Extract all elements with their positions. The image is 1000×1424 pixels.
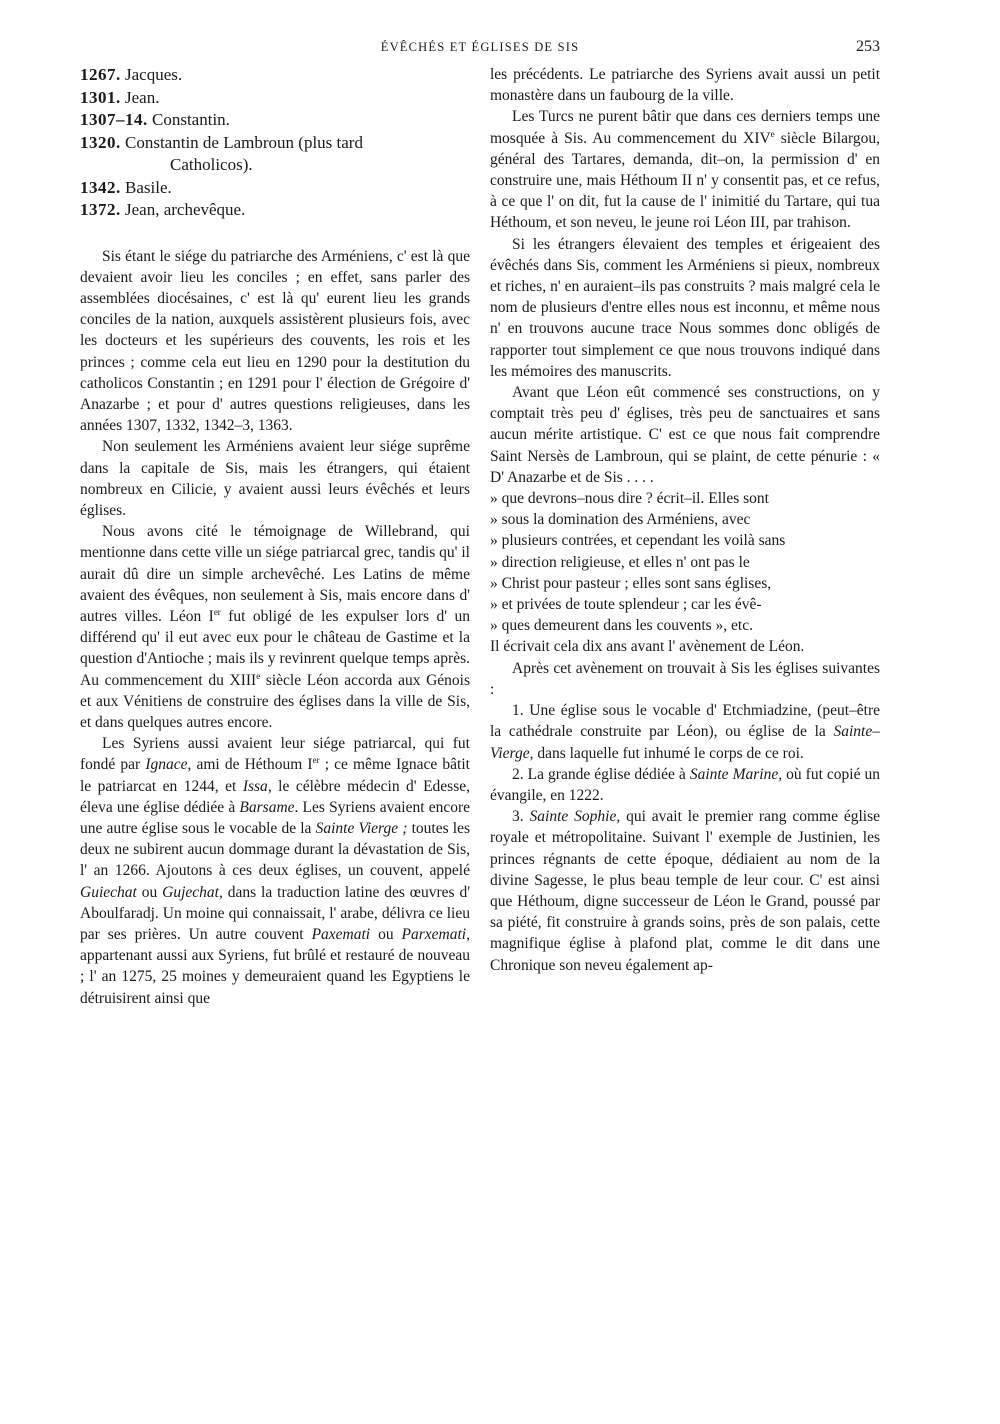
list-item: 1372. Jean, archevêque. xyxy=(80,200,246,219)
paragraph: les précédents. Le patriarche des Syriens avait aussi un petit monastère dans un faubourg de la ville. xyxy=(490,66,880,105)
quote-line: » direction religieuse, et elles n' ont pas le xyxy=(490,553,750,571)
paragraph: Non seulement les Arméniens avaient leur siége suprême dans la capitale de Sis, mais les étrangers, qui étaient nombreux en Cilicie, y avaient aussi leurs évêchés et leurs églises. xyxy=(80,438,470,519)
paragraph: Nous avons cité le témoignage de Willebrand, qui mentionne dans cette ville un siége patriarcal grec, tandis qu' il aurait dû dire un simple archevêché. Les Latins de même avaient des évêques, non seulement à Sis, mais encore dans d' autres villes. Léon Ier fut obligé de les expulser lors d' un différend qu' il eut avec eux pour le château de Gastime et la question d'Antioche ; mais ils y revinrent quelque temps après. Au commencement du XIIIe siècle Léon accorda aux Génois et aux Vénitiens de construire des églises dans la ville de Sis, et dans quelques autres encore. xyxy=(80,523,471,731)
right-column xyxy=(490,64,880,976)
list-item: 1267. Jacques. xyxy=(80,65,183,84)
paragraph: Les Syriens aussi avaient leur siége patriarcal, qui fut fondé par Ignace, ami de Héthoum Ier ; ce même Ignace bâtit le patriarcat en 1244, et Issa, le célèbre médecin d' Edesse, éleva une église dédiée à Barsame. Les Syriens avaient encore une autre église sous le vocable de la Sainte Vierge ; toutes les deux ne subirent aucun dommage durant la dévastation de Sis, l' an 1266. Ajoutons à ces deux églises, un couvent, appelé Guiechat ou Gujechat, dans la traduction latine des œuvres d' Aboulfaradj. Un moine qui connaissait, l' arabe, délivra ce lieu par ses prières. Un autre couvent Paxemati ou Parxemati, appartenant aussi aux Syriens, fut brûlé et restauré de nouveau ; l' an 1275, 25 moines y demeuraient quand les Egyptiens le détruisirent ainsi que xyxy=(80,735,471,1007)
paragraph: 3. Sainte Sophie, qui avait le premier rang comme église royale et métropolitaine. Suivant l' exemple de Justinien, les princes régnants de cette époque, dédiaient au nom de la divine Sagesse, le plus beau temple de leur cour. C' est ainsi que Héthoum, digne successeur de Léon le Grand, poussé par sa piété, fit construire à grands soins, près de son palais, cette magnifique église à plafond plat, comme le dit dans une Chronique son neveu également ap- xyxy=(490,808,880,974)
paragraph: Il écrivait cela dix ans avant l' avènement de Léon. xyxy=(490,638,805,656)
paragraph: 2. La grande église dédiée à Sainte Marine, où fut copié un évangile, en 1222. xyxy=(490,765,880,804)
running-title: ÉVÊCHÉS ET ÉGLISES DE SIS xyxy=(380,40,580,54)
quote-line: » et privées de toute splendeur ; car les évê- xyxy=(490,596,762,614)
paragraph: Avant que Léon eût commencé ses constructions, on y comptait très peu d' églises, très peu de sanctuaires et sans aucun mérite artistique. C' est ce que nous fait comprendre Saint Nersès de Lambroun, qui se plaint, de cette pénurie : « D' Anazarbe et de Sis . . . . xyxy=(490,384,880,486)
paragraph: Sis étant le siége du patriarche des Arméniens, c' est là que devaient avoir lieu les conciles ; en effet, sans parler des assemblées diocésaines, c' est là qu' eurent lieu les grands conciles de la nation, auxquels assistèrent plusieurs fois, avec les docteurs et les supérieurs des couvents, les rois et les princes ; comme cela eut lieu en 1290 pour la destitution du catholicos Constantin ; en 1291 pour l' élection de Grégoire d' Anazarbe ; et pour d' autres questions religieuses, dans les années 1307, 1332, 1342–3, 1363. xyxy=(80,247,470,435)
paragraph: Après cet avènement on trouvait à Sis les églises suivantes : xyxy=(490,659,880,698)
quote-line: » sous la domination des Arméniens, avec xyxy=(490,511,751,529)
quote-line: » plusieurs contrées, et cependant les voilà sans xyxy=(490,532,786,550)
paragraph: 1. Une église sous le vocable d' Etchmiadzine, (peut–être la cathédrale construite par Léon), ou église de la Sainte–Vierge, dans laquelle fut inhumé le corps de ce roi. xyxy=(490,702,880,762)
list-item: 1320. Constantin de Lambroun (plus tard Catholicos). xyxy=(80,132,363,174)
paragraph: Si les étrangers élevaient des temples et érigeaient des évêchés dans Sis, comment les Arméniens si pieux, nombreux et riches, n' en auraient–ils pas construits ? mais malgré cela le nom de plusieurs d'entre elles nous est inconnu, et même nous n' en trouvons aucune trace Nous sommes donc obligés de rapporter tout simplement ce que nous trouvons indiqué dans les mémoires des manuscrits. xyxy=(490,235,880,380)
catholicos-list xyxy=(80,64,470,222)
list-item: 1342. Basile. xyxy=(80,177,172,197)
quote-line: » que devrons–nous dire ? écrit–il. Elles sont xyxy=(490,490,769,508)
quote-line: » ques demeurent dans les couvents », etc. xyxy=(490,617,753,635)
list-item: 1307–14. Constantin. xyxy=(80,110,230,129)
left-column xyxy=(80,64,470,1009)
quote-line: » Christ pour pasteur ; elles sont sans églises, xyxy=(490,574,772,592)
paragraph: Les Turcs ne purent bâtir que dans ces derniers temps une mosquée à Sis. Au commencement du XIVe siècle Bilargou, général des Tartares, demanda, dit–on, la permission d' en construire une, mais Héthoum II n' y consentit pas, et ce refus, à ce que l' on dit, fut la cause de l' inimitié du Tartare, qui tua Héthoum, et son neveu, le jeune roi Léon III, par trahison. xyxy=(490,108,880,232)
page-header xyxy=(80,40,880,58)
page-number: 253 xyxy=(856,38,880,55)
list-item: 1301. Jean. xyxy=(80,87,160,107)
